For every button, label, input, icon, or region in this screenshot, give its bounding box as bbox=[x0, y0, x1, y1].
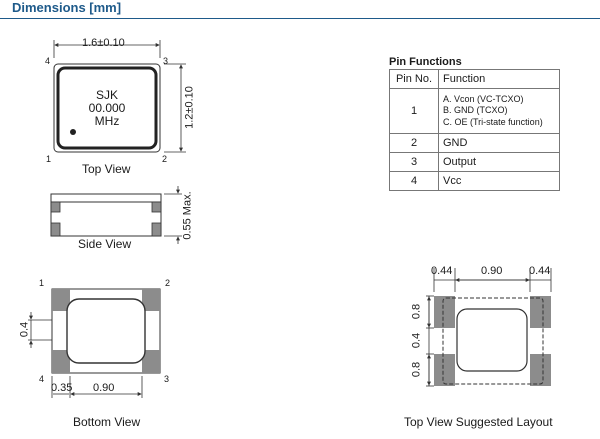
layout-dim-top-3: 0.44 bbox=[529, 265, 551, 277]
bottom-dim-b-label: 0.90 bbox=[93, 382, 115, 394]
layout-caption: Top View Suggested Layout bbox=[404, 415, 553, 429]
layout-dim-left-1: 0.8 bbox=[410, 303, 423, 320]
side-view-caption: Side View bbox=[78, 237, 132, 251]
marking-line-3: MHz bbox=[94, 114, 120, 129]
pin-function: GND bbox=[439, 134, 560, 153]
layout-pad-br bbox=[530, 354, 551, 386]
pin1-marker-dot bbox=[70, 129, 76, 135]
pin-number: 3 bbox=[390, 153, 439, 172]
pin-function: Output bbox=[439, 153, 560, 172]
table-header-row bbox=[390, 70, 560, 89]
table-row bbox=[390, 153, 560, 172]
bottom-pin-2-label: 2 bbox=[165, 278, 171, 288]
side-view-drawing bbox=[51, 186, 182, 244]
header-function: Function bbox=[439, 70, 560, 89]
pin-number: 4 bbox=[390, 172, 439, 191]
layout-pad-tl bbox=[434, 296, 455, 328]
pin-functions-title: Pin Functions bbox=[389, 56, 462, 68]
bottom-dim-a-label: 0.35 bbox=[51, 382, 73, 394]
pin-number: 1 bbox=[390, 89, 439, 134]
header-pin-no: Pin No. bbox=[390, 70, 439, 89]
bottom-left-dim-label: 0.4 bbox=[18, 321, 31, 338]
top-pin-2-label: 2 bbox=[162, 154, 168, 164]
top-width-label: 1.6±0.10 bbox=[82, 37, 125, 49]
pin-number: 2 bbox=[390, 134, 439, 153]
side-height-label: 0.55 Max. bbox=[181, 191, 194, 240]
bottom-pin-4-label: 4 bbox=[39, 374, 45, 384]
layout-drawing bbox=[426, 265, 551, 386]
page-title: Dimensions [mm] bbox=[12, 0, 122, 15]
bottom-inner-outline bbox=[67, 299, 145, 363]
layout-pad-tr bbox=[530, 296, 551, 328]
table-row bbox=[390, 89, 560, 134]
table-row bbox=[390, 172, 560, 191]
top-pin-3-label: 3 bbox=[163, 56, 169, 66]
chip-marking bbox=[82, 89, 132, 129]
marking-line-1: SJK bbox=[95, 88, 118, 102]
layout-dim-left-2: 0.4 bbox=[410, 332, 423, 349]
layout-dim-top-2: 0.90 bbox=[481, 265, 503, 277]
layout-dim-top-1: 0.44 bbox=[431, 265, 453, 277]
top-pin-1-label: 1 bbox=[46, 154, 52, 164]
bottom-pin-3-label: 3 bbox=[164, 374, 170, 384]
marking-line-2: 00.000 bbox=[88, 101, 126, 116]
function-line: B. GND (TCXO) bbox=[443, 105, 508, 116]
top-height-label: 1.2±0.10 bbox=[183, 86, 196, 129]
side-pad-right bbox=[152, 223, 161, 236]
pin-function bbox=[439, 89, 560, 134]
top-pin-4-label: 4 bbox=[45, 56, 51, 66]
pin-functions-table bbox=[389, 69, 560, 191]
table-row bbox=[390, 134, 560, 153]
side-view-body bbox=[51, 194, 161, 236]
top-view-caption: Top View bbox=[82, 162, 131, 176]
function-line: A. Vcon (VC-TCXO) bbox=[443, 94, 524, 105]
side-pad-left bbox=[51, 223, 60, 236]
layout-pad-bl bbox=[434, 354, 455, 386]
layout-dim-left-3: 0.8 bbox=[410, 361, 423, 378]
pin-function: Vcc bbox=[439, 172, 560, 191]
bottom-view-caption: Bottom View bbox=[73, 415, 141, 429]
function-line: C. OE (Tri-state function) bbox=[443, 116, 543, 127]
layout-inner-outline bbox=[457, 309, 527, 371]
bottom-pin-1-label: 1 bbox=[39, 278, 45, 288]
